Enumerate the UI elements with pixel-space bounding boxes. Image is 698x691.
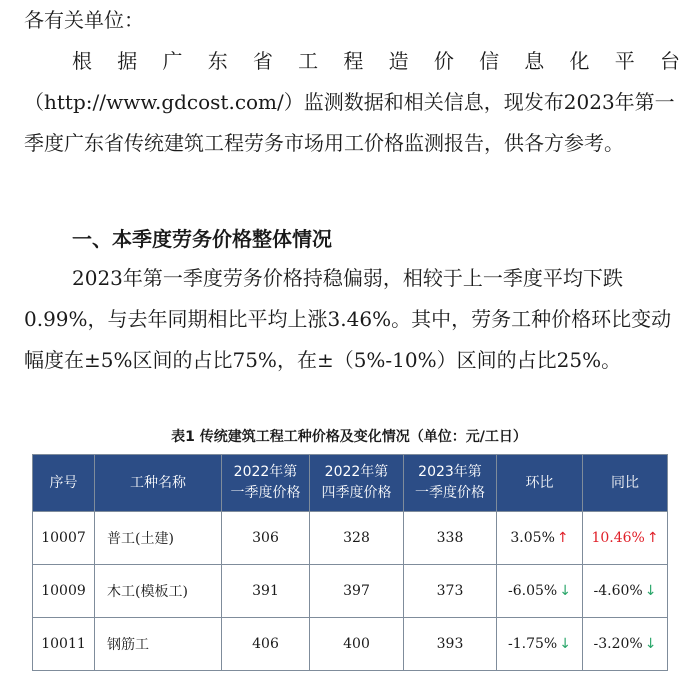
header-2022-q4 (310, 455, 404, 512)
header-2023-q1-line1: 2023年第 (418, 464, 482, 480)
arrow-down-icon: ↓ (559, 583, 571, 599)
cell-price-2022-q4: 397 (310, 565, 404, 618)
yoy-value: -4.60% (593, 583, 643, 599)
arrow-down-icon: ↓ (644, 636, 657, 652)
header-2022-q1 (222, 455, 310, 512)
cell-yoy (583, 512, 668, 565)
salutation: 各有关单位： (24, 8, 144, 32)
table-header-row (33, 455, 668, 512)
yoy-value: 10.46% (591, 530, 645, 546)
intro-rest: （http://www.gdcost.com/）监测数据和相关信息，现发布2023年第一季度广东省传统建筑工程劳务市场用工价格监测报告，供各方参考。 (24, 90, 675, 155)
intro-first-line: 根据广东省工程造价信息化平台 (72, 49, 680, 73)
summary-paragraph: 2023年第一季度劳务价格持稳偏弱，相较于上一季度平均下跌0.99%，与去年同期相比平均上涨3.46%。其中，劳务工种价格环比变动幅度在±5%区间的占比75%，在±（5%-10%）区间的占比25%。 (24, 266, 672, 372)
intro-paragraph (24, 41, 680, 164)
cell-trade-name: 普工(土建) (95, 512, 222, 565)
cell-serial: 10011 (33, 618, 95, 671)
header-2023-q1 (404, 455, 497, 512)
arrow-down-icon: ↓ (644, 583, 657, 599)
cell-price-2022-q1: 406 (222, 618, 310, 671)
mom-value: -6.05% (508, 583, 558, 599)
header-2022-q1-line1: 2022年第 (233, 464, 298, 480)
header-2022-q1-line2: 一季度价格 (230, 485, 301, 501)
cell-price-2022-q4: 328 (310, 512, 404, 565)
table-row (33, 618, 668, 671)
header-2022-q4-line1: 2022年第 (324, 464, 389, 480)
cell-price-2023-q1: 338 (404, 512, 497, 565)
cell-price-2022-q1: 306 (222, 512, 310, 565)
arrow-down-icon: ↓ (559, 636, 571, 652)
arrow-up-icon: ↑ (556, 530, 569, 546)
cell-serial: 10009 (33, 565, 95, 618)
yoy-value: -3.20% (593, 636, 643, 652)
header-mom: 环比 (497, 455, 583, 512)
cell-price-2022-q4: 400 (310, 618, 404, 671)
cell-price-2023-q1: 373 (404, 565, 497, 618)
cell-yoy (583, 618, 668, 671)
cell-price-2022-q1: 391 (222, 565, 310, 618)
cell-trade-name: 木工(模板工) (95, 565, 222, 618)
mom-value: -1.75% (508, 636, 558, 652)
header-trade-name: 工种名称 (95, 455, 222, 512)
cell-yoy (583, 565, 668, 618)
cell-trade-name: 钢筋工 (95, 618, 222, 671)
mom-value: 3.05% (510, 530, 555, 546)
header-serial: 序号 (33, 455, 95, 512)
header-yoy: 同比 (583, 455, 668, 512)
cell-mom (497, 512, 583, 565)
table-caption: 表1 传统建筑工程工种价格及变化情况（单位：元/工日） (171, 429, 527, 445)
cell-price-2023-q1: 393 (404, 618, 497, 671)
section-heading: 一、本季度劳务价格整体情况 (72, 227, 332, 251)
cell-mom (497, 618, 583, 671)
cell-mom (497, 565, 583, 618)
table-row (33, 512, 668, 565)
cell-serial: 10007 (33, 512, 95, 565)
arrow-up-icon: ↑ (646, 530, 659, 546)
header-2023-q1-line2: 一季度价格 (415, 485, 485, 501)
header-2022-q4-line2: 四季度价格 (321, 485, 392, 501)
price-table (32, 454, 668, 671)
table-row (33, 565, 668, 618)
